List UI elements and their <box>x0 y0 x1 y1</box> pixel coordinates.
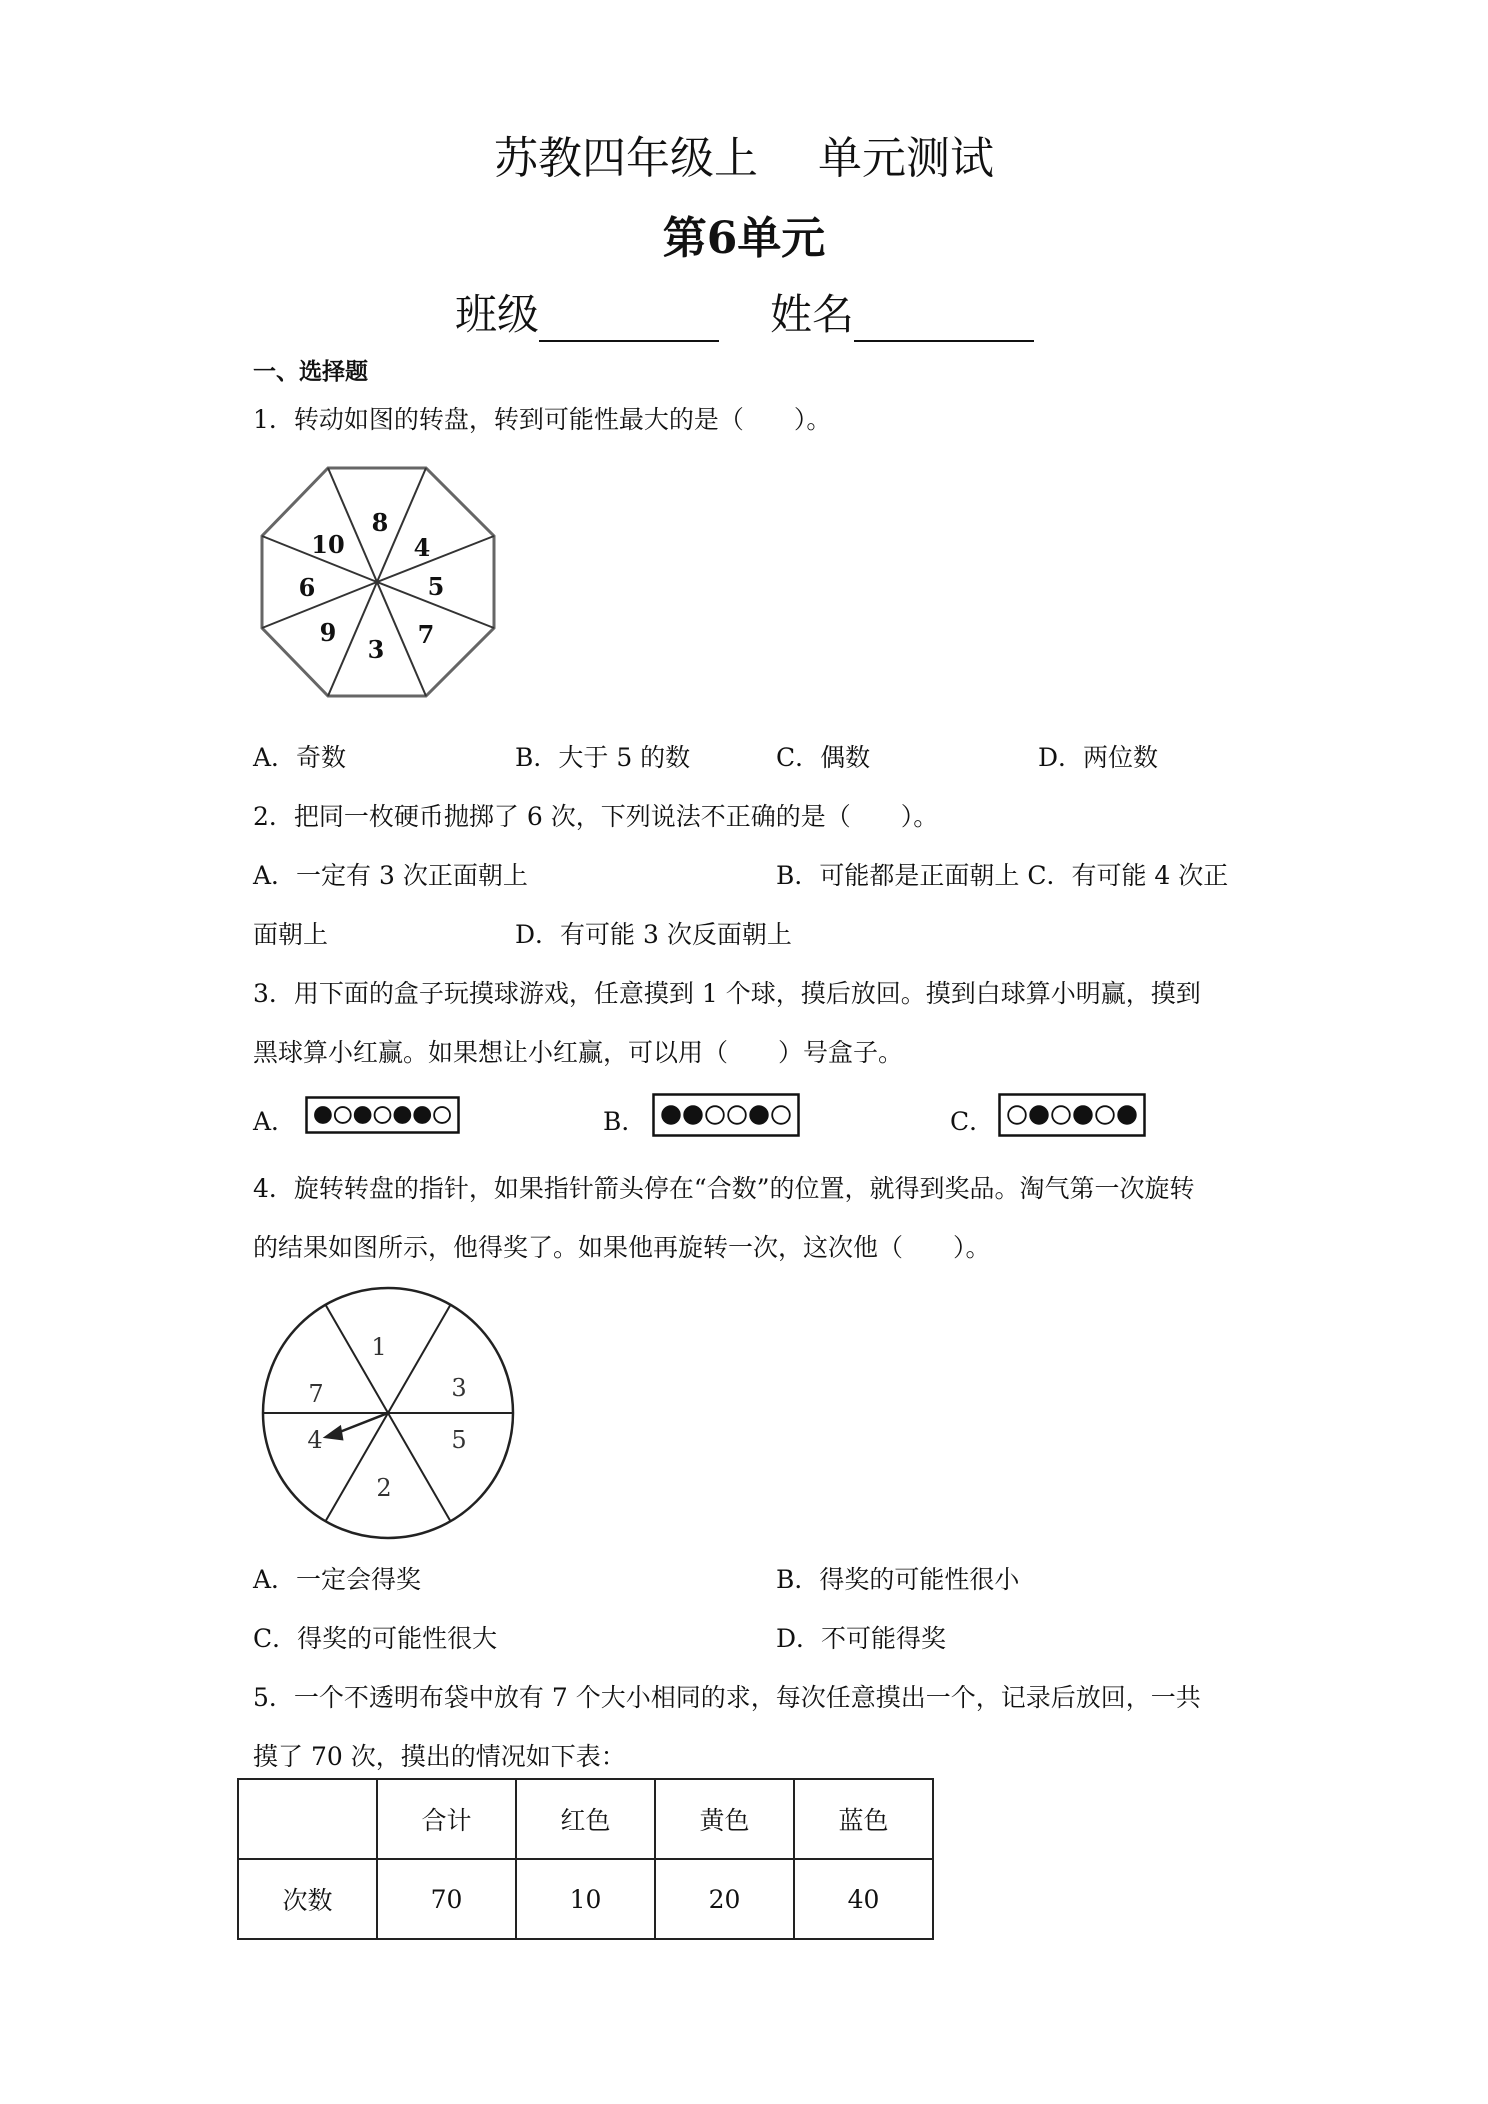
q4-sector-3: 3 <box>451 1374 467 1402</box>
table-cell: 20 <box>655 1859 794 1939</box>
q1-option-c[interactable]: C．偶数 <box>776 743 871 772</box>
title-right: 单元测试 <box>818 133 994 184</box>
white-ball <box>772 1106 790 1124</box>
unit-title <box>0 202 1488 266</box>
white-ball <box>1008 1106 1026 1124</box>
table-cell <box>238 1779 377 1859</box>
q1-option-b[interactable]: B．大于 5 的数 <box>515 743 691 772</box>
black-ball <box>315 1107 331 1123</box>
black-ball <box>394 1107 410 1123</box>
black-ball <box>1074 1106 1092 1124</box>
q3-label-b[interactable]: B． <box>603 1107 647 1136</box>
q4-sector-4: 4 <box>307 1426 323 1454</box>
table-header-row <box>238 1779 933 1859</box>
q3-label-c[interactable]: C． <box>950 1107 995 1136</box>
title-left: 苏教四年级上 <box>494 133 758 184</box>
q3-label-a[interactable]: A． <box>253 1107 297 1136</box>
q4-sector-5: 5 <box>451 1426 467 1454</box>
q5-text-line2: 摸了 70 次，摸出的情况如下表： <box>253 1742 626 1771</box>
white-ball <box>335 1107 351 1123</box>
q1-octagon-spinner <box>258 460 498 704</box>
name-label: 姓名 <box>770 290 855 339</box>
white-ball <box>706 1106 724 1124</box>
white-ball <box>375 1107 391 1123</box>
q4-option-a[interactable]: A．一定会得奖 <box>253 1565 422 1594</box>
unit-suffix: 单元 <box>737 213 826 264</box>
q1-text: 1．转动如图的转盘，转到可能性最大的是（ ）。 <box>253 405 832 434</box>
q1-option-a[interactable]: A．奇数 <box>253 743 347 772</box>
name-field <box>770 282 1034 342</box>
q2-option-a[interactable]: A．一定有 3 次正面朝上 <box>253 861 528 890</box>
black-ball <box>355 1107 371 1123</box>
q5-text-line1: 5．一个不透明布袋中放有 7 个大小相同的求，每次任意摸出一个，记录后放回，一共 <box>253 1683 1201 1712</box>
page-title <box>0 122 1488 186</box>
table-row <box>238 1859 933 1939</box>
q2-text: 2．把同一枚硬币抛掷了 6 次，下列说法不正确的是（ ）。 <box>253 802 939 831</box>
table-cell: 合计 <box>377 1779 516 1859</box>
unit-prefix: 第 <box>662 213 707 264</box>
q1-sector-1: 8 <box>371 508 389 537</box>
q4-text-line2: 的结果如图所示，他得奖了。如果他再旋转一次，这次他（ ）。 <box>253 1233 991 1262</box>
q4-text-line1: 4．旋转转盘的指针，如果指针箭头停在“合数”的位置，就得到奖品。淘气第一次旋转 <box>253 1174 1195 1203</box>
unit-number: 6 <box>706 213 738 264</box>
q5-table <box>237 1778 934 1940</box>
q1-sector-8: 10 <box>311 530 345 559</box>
black-ball <box>1030 1106 1048 1124</box>
q1-sector-7: 6 <box>298 573 316 602</box>
q4-option-c[interactable]: C．得奖的可能性很大 <box>253 1624 498 1653</box>
table-cell: 10 <box>516 1859 655 1939</box>
table-cell: 40 <box>794 1859 933 1939</box>
q4-option-d[interactable]: D．不可能得奖 <box>776 1624 947 1653</box>
q1-sector-5: 3 <box>367 635 385 664</box>
q1-sector-4: 7 <box>417 620 435 649</box>
table-cell: 次数 <box>238 1859 377 1939</box>
q1-sector-6: 9 <box>319 618 337 647</box>
q1-sector-2: 4 <box>413 533 431 562</box>
q4-option-b[interactable]: B．得奖的可能性很小 <box>776 1565 1020 1594</box>
q4-pointer-arrow <box>326 1413 388 1439</box>
class-blank[interactable] <box>539 300 719 342</box>
table-cell: 黄色 <box>655 1779 794 1859</box>
table-cell: 红色 <box>516 1779 655 1859</box>
q3-box-c[interactable] <box>998 1093 1146 1137</box>
class-label: 班级 <box>455 290 540 339</box>
q3-box-b[interactable] <box>652 1093 800 1137</box>
q3-text-line1: 3．用下面的盒子玩摸球游戏，任意摸到 1 个球，摸后放回。摸到白球算小明赢，摸到 <box>253 979 1201 1008</box>
black-ball <box>414 1107 430 1123</box>
white-ball <box>1052 1106 1070 1124</box>
q2-option-c-cont: 面朝上 <box>253 920 329 949</box>
q4-sector-7: 7 <box>308 1380 324 1408</box>
q1-option-d[interactable]: D．两位数 <box>1038 743 1159 772</box>
table-cell: 蓝色 <box>794 1779 933 1859</box>
section-title: 一、选择题 <box>253 359 368 385</box>
q4-circle-spinner <box>258 1283 518 1543</box>
black-ball <box>662 1106 680 1124</box>
black-ball <box>684 1106 702 1124</box>
name-blank[interactable] <box>854 300 1034 342</box>
q4-sector-2: 2 <box>376 1474 392 1502</box>
q1-sector-3: 5 <box>427 572 445 601</box>
white-ball <box>434 1107 450 1123</box>
white-ball <box>1096 1106 1114 1124</box>
black-ball <box>1118 1106 1136 1124</box>
table-cell: 70 <box>377 1859 516 1939</box>
q3-text-line2: 黑球算小红赢。如果想让小红赢，可以用（ ）号盒子。 <box>253 1038 904 1067</box>
q2-option-bc[interactable]: B．可能都是正面朝上 C．有可能 4 次正 <box>776 861 1229 890</box>
q3-box-a[interactable] <box>305 1096 460 1134</box>
q2-option-d[interactable]: D．有可能 3 次反面朝上 <box>515 920 792 949</box>
class-field <box>455 282 719 342</box>
q4-sector-1: 1 <box>371 1333 387 1361</box>
black-ball <box>750 1106 768 1124</box>
white-ball <box>728 1106 746 1124</box>
